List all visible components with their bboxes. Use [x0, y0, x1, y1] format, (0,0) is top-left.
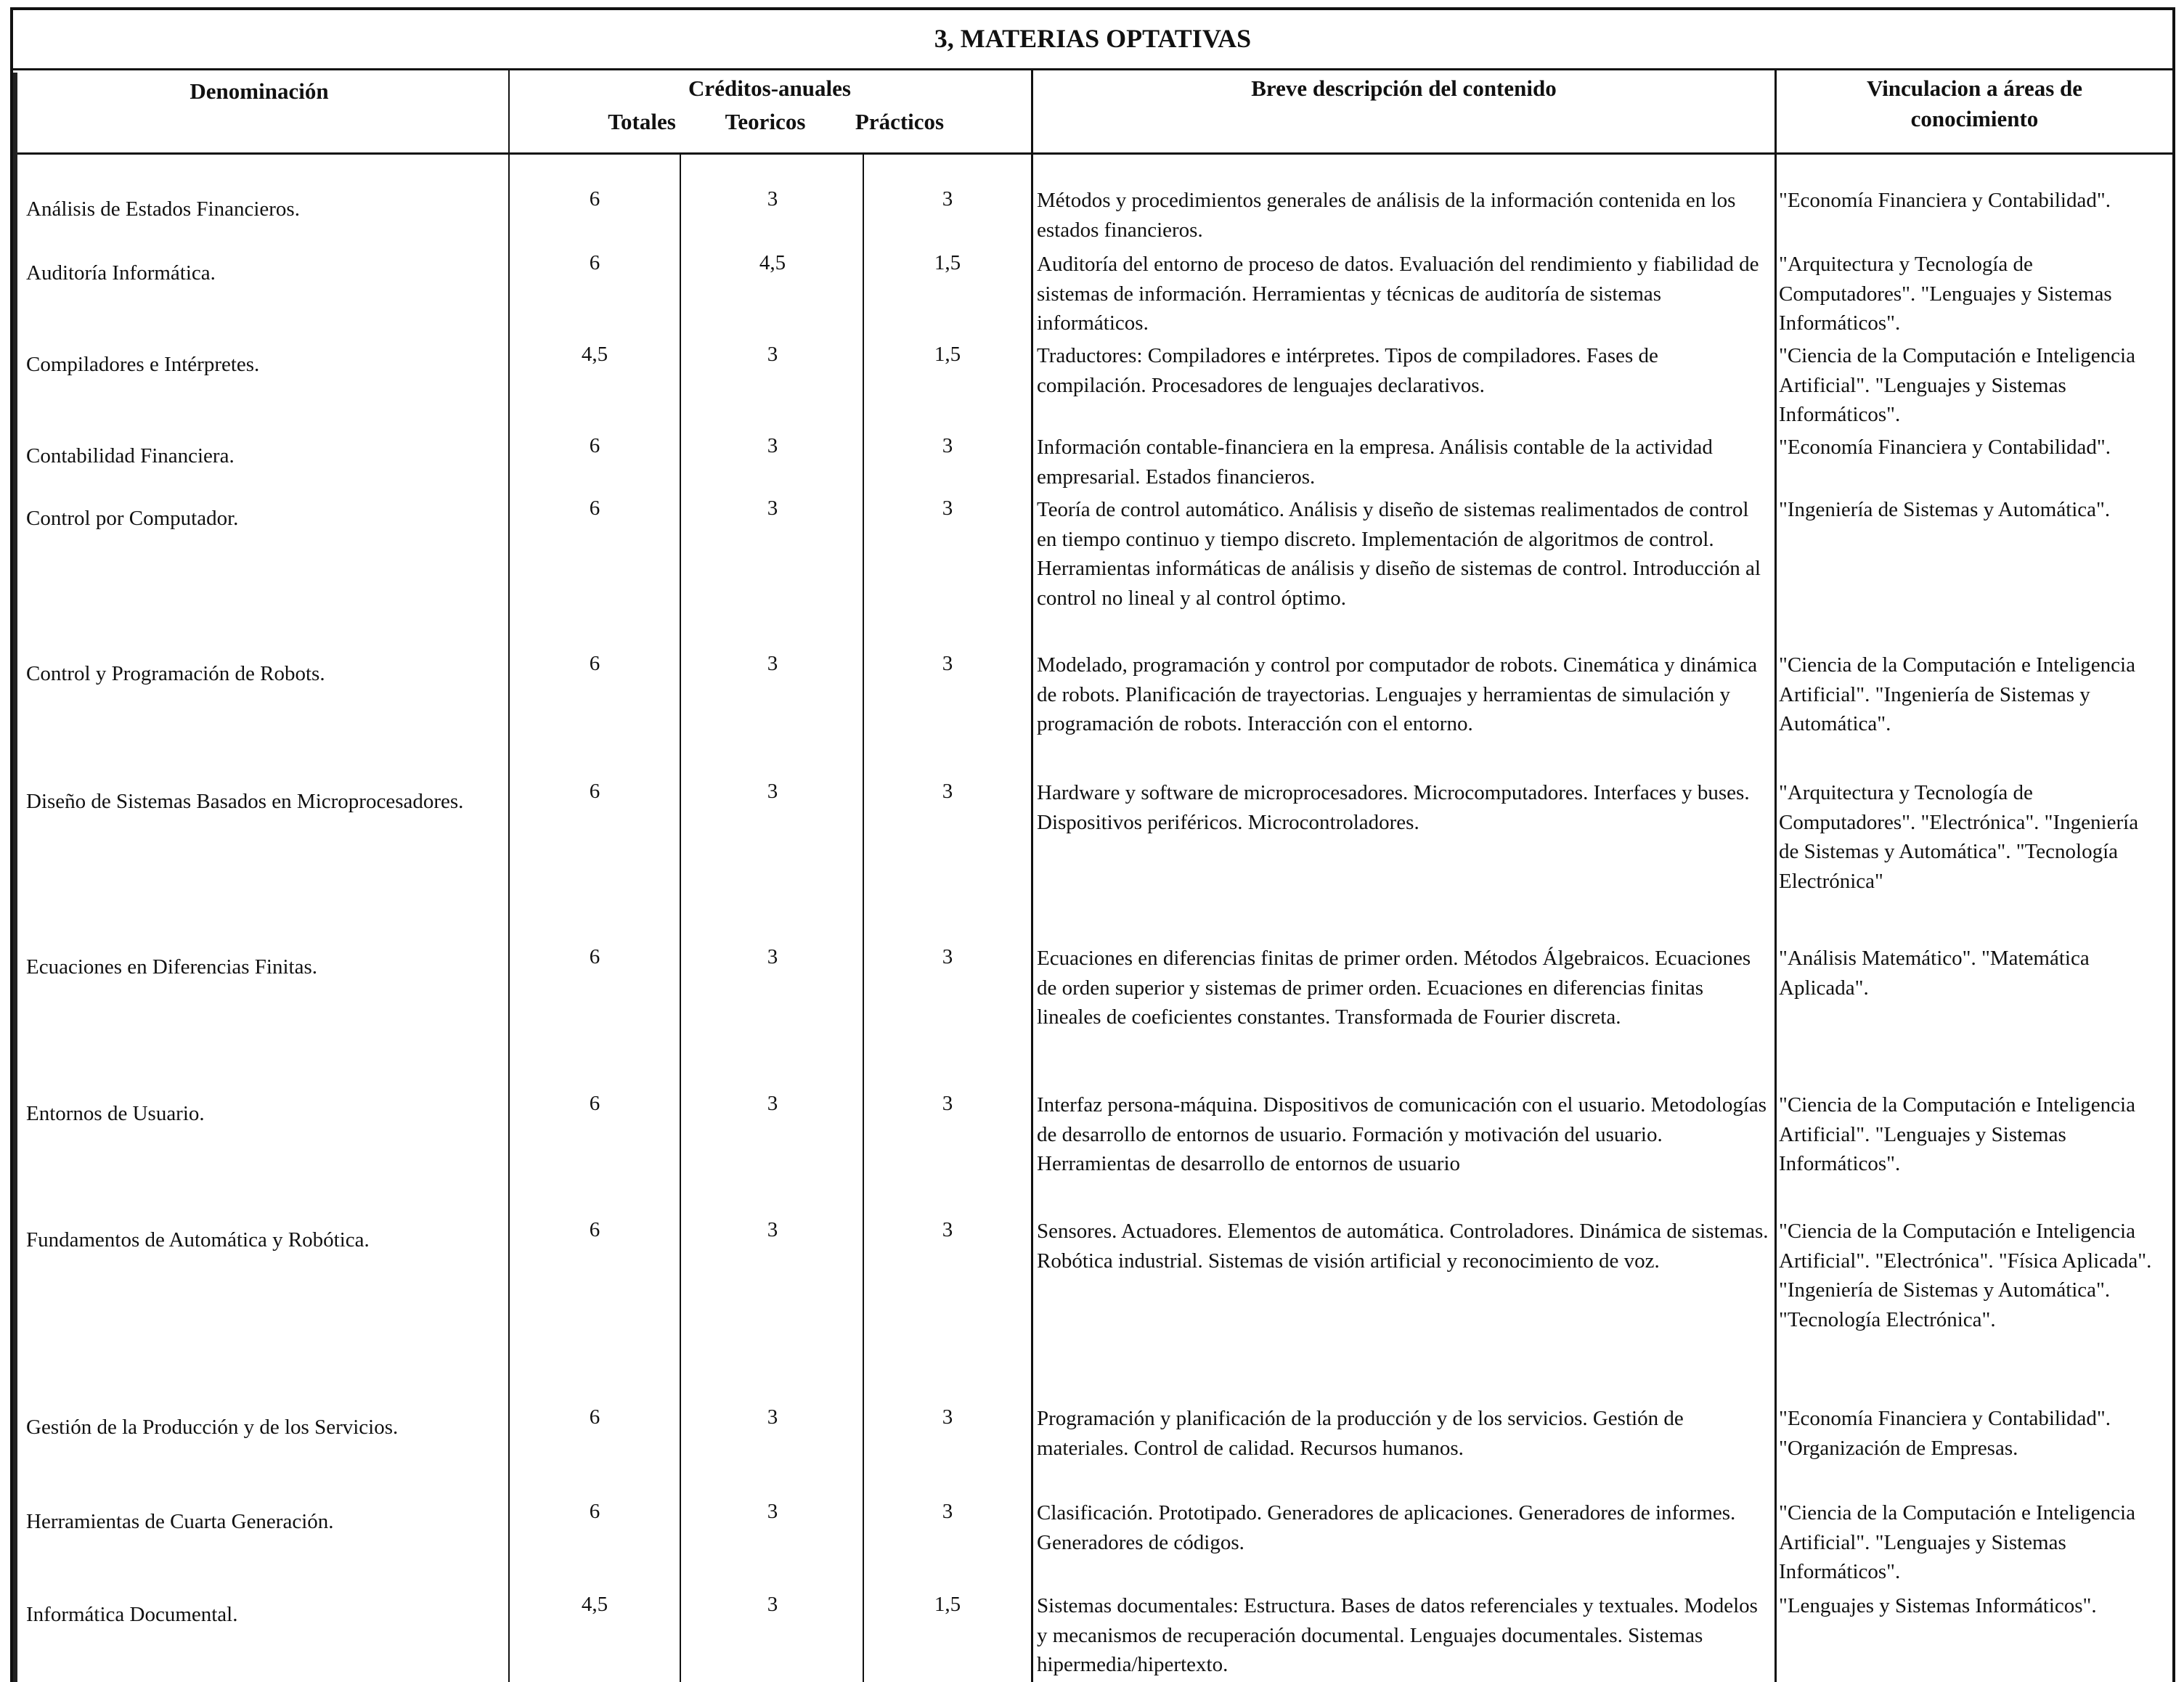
row-teoricos: 3 [767, 652, 778, 675]
row-description: Información contable-financiera en la empresa. Análisis contable de la actividad empresarial. Estados financieros. [1037, 436, 1713, 489]
page-title: 3, MATERIAS OPTATIVAS [934, 24, 1252, 53]
row-totales: 6 [589, 652, 600, 675]
row-teoricos: 3 [767, 945, 778, 968]
header-denominacion: Denominación [190, 78, 329, 104]
row-practicos: 3 [942, 187, 953, 211]
row-description: Modelado, programación y control por computador de robots. Cinemática y dinámica de robots. Planificación de trayectorias. Lenguajes y herramientas de simulación y programación de robots. Interacción con el entorno. [1037, 653, 1758, 736]
col-rule-name [508, 68, 510, 1682]
row-name: Compiladores e Intérpretes. [26, 353, 260, 376]
row-areas: "Arquitectura y Tecnología de Computadores". "Electrónica". "Ingeniería de Sistemas y Automática". "Tecnología Electrónica" [1779, 781, 2139, 893]
row-practicos: 1,5 [934, 1593, 961, 1616]
row-areas: "Ciencia de la Computación e Inteligencia Artificial". "Lenguajes y Sistemas Informáticos". [1779, 344, 2135, 427]
header-totales: Totales [608, 109, 676, 134]
row-name: Entornos de Usuario. [26, 1102, 205, 1125]
col-rule-totales [680, 152, 681, 1682]
row-teoricos: 3 [767, 1405, 778, 1429]
row-teoricos: 3 [767, 187, 778, 211]
row-teoricos: 3 [767, 434, 778, 457]
row-practicos: 3 [942, 780, 953, 803]
row-areas: "Economía Financiera y Contabilidad". [1779, 189, 2111, 212]
row-practicos: 3 [942, 945, 953, 968]
row-totales: 6 [589, 945, 600, 968]
row-name: Fundamentos de Automática y Robótica. [26, 1228, 370, 1252]
row-practicos: 1,5 [934, 251, 961, 274]
row-areas: "Análisis Matemático". "Matemática Aplicada". [1779, 947, 2090, 1000]
row-description: Auditoría del entorno de proceso de datos. Evaluación del rendimiento y fiabilidad de sistemas de información. Herramientas y técnicas de auditoría de sistemas informáticos. [1037, 253, 1759, 335]
row-name: Herramientas de Cuarta Generación. [26, 1510, 334, 1533]
col-rule-teoricos [863, 152, 864, 1682]
row-description: Programación y planificación de la producción y de los servicios. Gestión de materiales. Control de calidad. Recursos humanos. [1037, 1407, 1684, 1460]
row-teoricos: 3 [767, 780, 778, 803]
header-teoricos: Teoricos [725, 109, 806, 134]
row-description: Sensores. Actuadores. Elementos de automática. Controladores. Dinámica de sistemas. Robótica industrial. Sistemas de visión artificial y reconocimiento de voz. [1037, 1220, 1769, 1273]
row-totales: 6 [589, 1405, 600, 1429]
row-description: Clasificación. Prototipado. Generadores de aplicaciones. Generadores de informes. Generadores de códigos. [1037, 1501, 1736, 1554]
header-bottom-rule [10, 152, 2175, 155]
col-rule-desc [1774, 68, 1777, 1682]
row-description: Ecuaciones en diferencias finitas de primer orden. Métodos Álgebraicos. Ecuaciones de orden superior y sistemas de primer orden. Ecuaciones en diferencias finitas lineales de coeficientes constantes. Transformada de Fourier discreta. [1037, 947, 1751, 1029]
row-name: Ecuaciones en Diferencias Finitas. [26, 955, 318, 979]
row-totales: 4,5 [581, 343, 608, 366]
row-areas: "Lenguajes y Sistemas Informáticos". [1779, 1594, 2097, 1617]
row-totales: 6 [589, 497, 600, 520]
row-areas: "Economía Financiera y Contabilidad". "Organización de Empresas. [1779, 1407, 2111, 1460]
document-page [10, 7, 2175, 1682]
row-teoricos: 3 [767, 1500, 778, 1523]
row-description: Métodos y procedimientos generales de análisis de la información contenida en los estados financieros. [1037, 189, 1736, 242]
row-areas: "Economía Financiera y Contabilidad". [1779, 436, 2111, 459]
row-teoricos: 3 [767, 343, 778, 366]
row-description: Sistemas documentales: Estructura. Bases de datos referenciales y textuales. Modelos y mecanismos de recuperación documental. Lenguajes documentales. Sistemas hipermedia/hipertexto. [1037, 1594, 1758, 1677]
row-areas: "Ciencia de la Computación e Inteligencia Artificial". "Ingeniería de Sistemas y Automática". [1779, 653, 2135, 736]
row-totales: 6 [589, 251, 600, 274]
row-name: Gestión de la Producción y de los Servicios. [26, 1416, 399, 1439]
row-totales: 6 [589, 780, 600, 803]
row-name: Control por Computador. [26, 507, 239, 530]
row-name: Análisis de Estados Financieros. [26, 197, 300, 221]
row-teoricos: 4,5 [759, 251, 786, 274]
title-bottom-rule [10, 68, 2175, 70]
row-areas: "Ciencia de la Computación e Inteligencia Artificial". "Electrónica". "Física Aplicada". "Ingeniería de Sistemas y Automática". "Tecnología Electrónica". [1779, 1220, 2152, 1331]
table-top-border [10, 7, 2175, 10]
row-totales: 6 [589, 187, 600, 211]
row-practicos: 3 [942, 1500, 953, 1523]
row-totales: 6 [589, 1092, 600, 1115]
col-rule-practicos [1031, 68, 1033, 1682]
row-teoricos: 3 [767, 497, 778, 520]
row-practicos: 3 [942, 1218, 953, 1241]
header-vinculacion-line1: Vinculacion a áreas de [1866, 75, 2083, 101]
table-right-border [2172, 7, 2175, 1682]
row-areas: "Arquitectura y Tecnología de Computadores". "Lenguajes y Sistemas Informáticos". [1779, 253, 2112, 335]
row-name: Auditoría Informática. [26, 261, 216, 285]
row-practicos: 3 [942, 1092, 953, 1115]
row-practicos: 1,5 [934, 343, 961, 366]
row-areas: "Ciencia de la Computación e Inteligencia Artificial". "Lenguajes y Sistemas Informáticos". [1779, 1501, 2135, 1584]
header-creditos: Créditos-anuales [688, 75, 851, 101]
row-totales: 6 [589, 434, 600, 457]
row-practicos: 3 [942, 434, 953, 457]
row-name: Informática Documental. [26, 1603, 238, 1626]
row-description: Hardware y software de microprocesadores. Microcomputadores. Interfaces y buses. Dispositivos periféricos. Microcontroladores. [1037, 781, 1750, 834]
row-description: Interfaz persona-máquina. Dispositivos de comunicación con el usuario. Metodologías de desarrollo de entornos de usuario. Formación y motivación del usuario. Herramientas de desarrollo de entornos de usuario [1037, 1093, 1767, 1176]
row-description: Teoría de control automático. Análisis y diseño de sistemas realimentados de control en tiempo continuo y tiempo discreto. Implementación de algoritmos de control. Herramientas informáticas de análisis y diseño de sistemas de control. Introducción al control no lineal y al control óptimo. [1037, 498, 1761, 610]
row-teoricos: 3 [767, 1593, 778, 1616]
row-name: Contabilidad Financiera. [26, 444, 235, 468]
row-description: Traductores: Compiladores e intérpretes. Tipos de compiladores. Fases de compilación. Procesadores de lenguajes declarativos. [1037, 344, 1658, 397]
row-name: Control y Programación de Robots. [26, 662, 325, 685]
row-practicos: 3 [942, 652, 953, 675]
row-totales: 6 [589, 1500, 600, 1523]
row-totales: 4,5 [581, 1593, 608, 1616]
left-margin-bar [13, 73, 17, 1682]
row-teoricos: 3 [767, 1218, 778, 1241]
header-descripcion: Breve descripción del contenido [1251, 75, 1557, 101]
row-areas: "Ciencia de la Computación e Inteligencia Artificial". "Lenguajes y Sistemas Informáticos". [1779, 1093, 2135, 1176]
header-vinculacion-line2: conocimiento [1910, 106, 2039, 131]
row-practicos: 3 [942, 1405, 953, 1429]
row-totales: 6 [589, 1218, 600, 1241]
row-practicos: 3 [942, 497, 953, 520]
row-areas: "Ingeniería de Sistemas y Automática". [1779, 498, 2111, 521]
row-teoricos: 3 [767, 1092, 778, 1115]
row-name: Diseño de Sistemas Basados en Microprocesadores. [26, 790, 464, 813]
header-practicos: Prácticos [855, 109, 945, 134]
